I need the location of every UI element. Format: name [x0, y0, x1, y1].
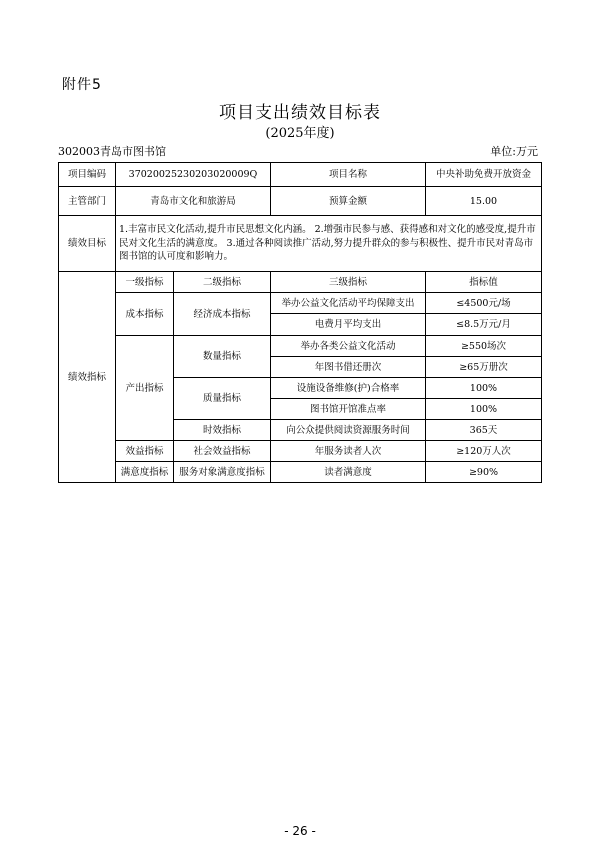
- dept-value: 青岛市文化和旅游局: [116, 187, 271, 216]
- indicator-section-label: 绩效指标: [59, 272, 116, 483]
- value-cell: ≥65万册次: [426, 357, 542, 378]
- table-row: [59, 216, 542, 272]
- l1-output: 产出指标: [116, 336, 174, 441]
- table-row: [59, 293, 542, 314]
- l2-quantity: 数量指标: [174, 336, 271, 378]
- year-subtitle: (2025年度): [265, 126, 335, 141]
- page-number: - 26 -: [284, 824, 316, 838]
- value-cell: 365天: [426, 420, 542, 441]
- value-cell: ≤8.5万元/月: [426, 314, 542, 336]
- l1-benefit: 效益指标: [116, 441, 174, 462]
- value-cell: ≤4500元/场: [426, 293, 542, 314]
- l3-cell: 年图书借还册次: [271, 357, 426, 378]
- header-level2: 二级指标: [174, 272, 271, 293]
- table-row: [59, 462, 542, 483]
- table-row: [59, 272, 542, 293]
- value-cell: ≥550场次: [426, 336, 542, 357]
- header-level3: 三级指标: [271, 272, 426, 293]
- attachment-label: 附件5: [62, 77, 102, 93]
- l3-cell: 年服务读者人次: [271, 441, 426, 462]
- performance-goal-table: [58, 162, 542, 483]
- project-code-value: 37020025230203020009Q: [116, 163, 271, 187]
- budget-label: 预算金额: [271, 187, 426, 216]
- project-name-label: 项目名称: [271, 163, 426, 187]
- l3-cell: 举办各类公益文化活动: [271, 336, 426, 357]
- project-code-label: 项目编码: [59, 163, 116, 187]
- table-row: [59, 336, 542, 357]
- l2-econ-cost: 经济成本指标: [174, 293, 271, 336]
- table-row: [59, 441, 542, 462]
- l2-service-sat: 服务对象满意度指标: [174, 462, 271, 483]
- l3-cell: 电费月平均支出: [271, 314, 426, 336]
- value-cell: 100%: [426, 378, 542, 399]
- l3-cell: 设施设备维修(护)合格率: [271, 378, 426, 399]
- l3-cell: 图书馆开馆准点率: [271, 399, 426, 420]
- value-cell: 100%: [426, 399, 542, 420]
- l3-cell: 向公众提供阅读资源服务时间: [271, 420, 426, 441]
- l1-cost: 成本指标: [116, 293, 174, 336]
- dept-label: 主管部门: [59, 187, 116, 216]
- unit-label: 单位:万元: [490, 145, 538, 158]
- l1-satisfaction: 满意度指标: [116, 462, 174, 483]
- value-cell: ≥120万人次: [426, 441, 542, 462]
- l2-timeliness: 时效指标: [174, 420, 271, 441]
- l3-cell: 读者满意度: [271, 462, 426, 483]
- header-value: 指标值: [426, 272, 542, 293]
- value-cell: ≥90%: [426, 462, 542, 483]
- goal-label: 绩效目标: [59, 216, 116, 272]
- goal-text: 1.丰富市民文化活动,提升市民思想文化内涵。 2.增强市民参与感、获得感和对文化的感受度,提升市民对文化生活的满意度。 3.通过各种阅读推广活动,努力提升群众的参与积极性、提升市民对青岛市图书馆的认可度和影响力。: [116, 216, 542, 272]
- l2-quality: 质量指标: [174, 378, 271, 420]
- table-row: [59, 163, 542, 187]
- l3-cell: 举办公益文化活动平均保障支出: [271, 293, 426, 314]
- table-row: [59, 187, 542, 216]
- organization-label: 302003青岛市图书馆: [58, 145, 166, 158]
- header-level1: 一级指标: [116, 272, 174, 293]
- project-name-value: 中央补助免费开放资金: [426, 163, 542, 187]
- page-title: 项目支出绩效目标表: [219, 103, 381, 123]
- budget-value: 15.00: [426, 187, 542, 216]
- l2-social: 社会效益指标: [174, 441, 271, 462]
